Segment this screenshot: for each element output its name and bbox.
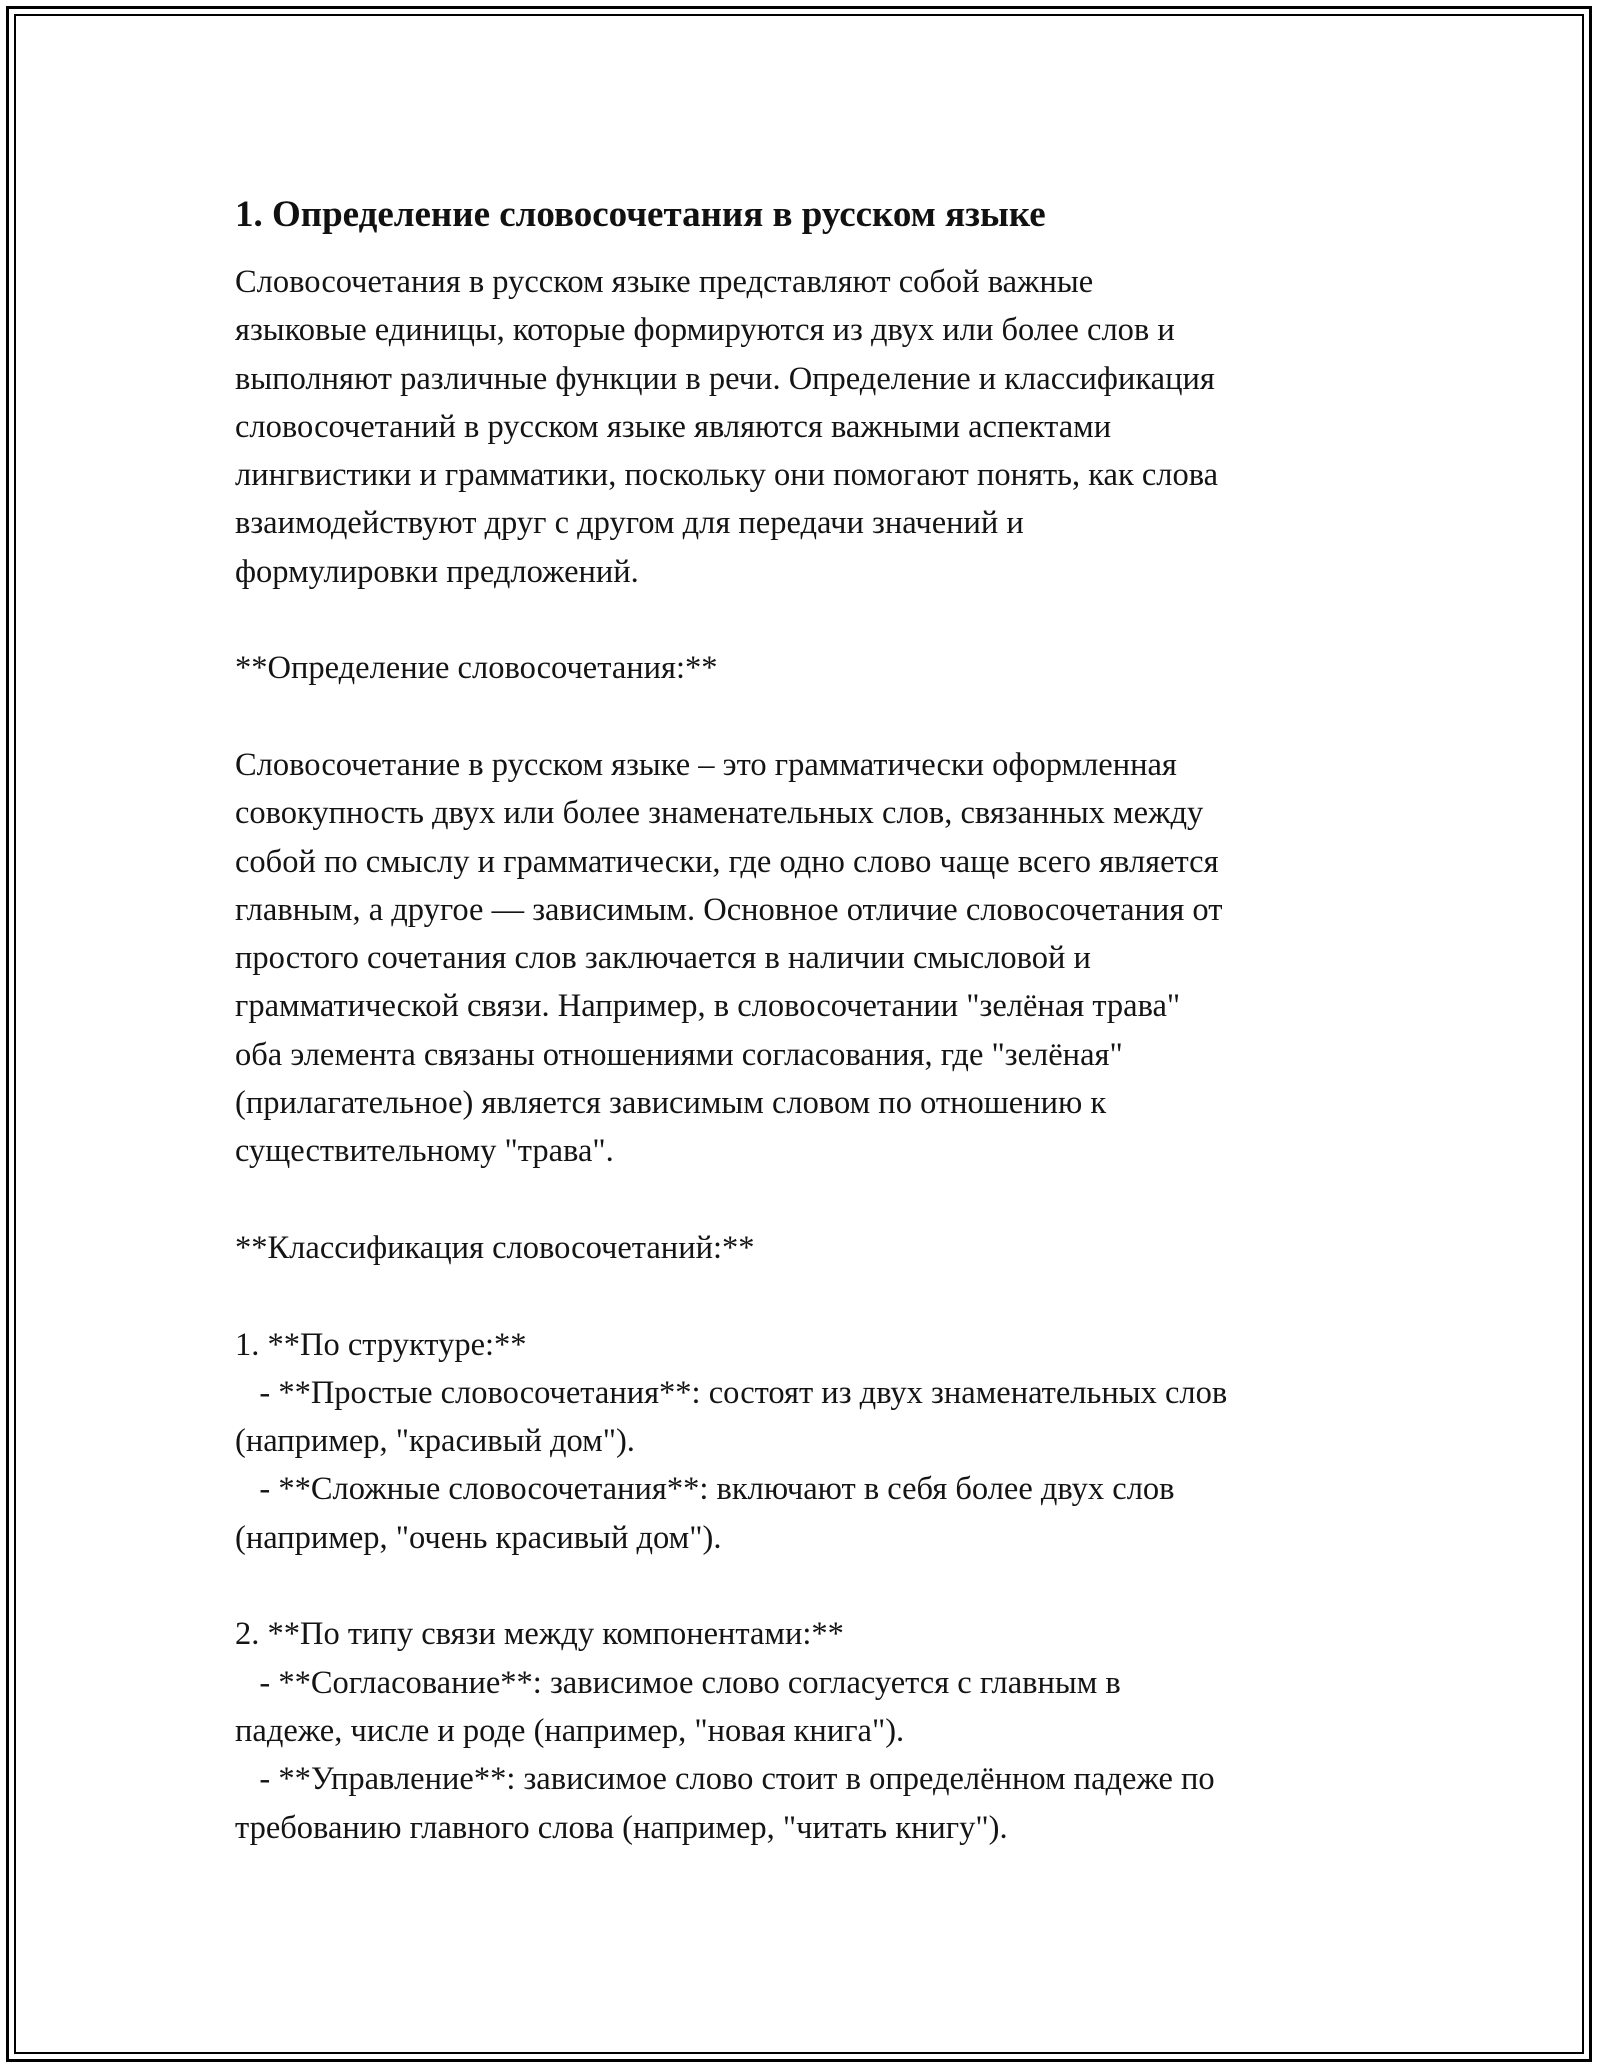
section-text: Словосочетания в русском языке представляют собой важные языковые единицы, которые формируются из двух или более слов и выполняют различные функции в речи. Определение и классификация словосочетаний в русском языке являются важными аспектами лингвистики и грамматики, поскольку они помогают понять, как слова взаимодействуют друг с другом для передачи значений и формулировки предложений. **Определение словосочетания:** Словосочетание в русском языке – это грамматически оформленная совокупность двух или более знаменательных слов, связанных между собой по смыслу и грамматически, где одно слово чаще всего является главным, а другое — зависимым. Основное отличие словосочетания от простого сочетания слов заключается в наличии смысловой и грамматической связи. Например, в словосочетании "зелёная трава" оба элемента связаны отношениями согласования, где "зелёная" (прилагательное) является зависимым словом по отношению к существительному "трава". **Классификация словосочетаний:** 1. **По структуре:** - **Простые словосочетания**: состоят из двух знаменательных слов (например, "красивый дом"). - **Сложные словосочетания**: включают в себя более двух слов (например, "очень красивый дом"). 2. **По типу связи между компонентами:** - **Согласование**: зависимое слово согласуется с главным в падеже, числе и роде (например, "новая книга"). - **Управление**: зависимое слово стоит в определённом падеже по требованию главного слова (например, "читать книгу").: [235, 264, 1228, 1846]
document-body: [235, 190, 1365, 1852]
section-heading: 1. Определение словосочетания в русском языке: [235, 194, 1046, 235]
